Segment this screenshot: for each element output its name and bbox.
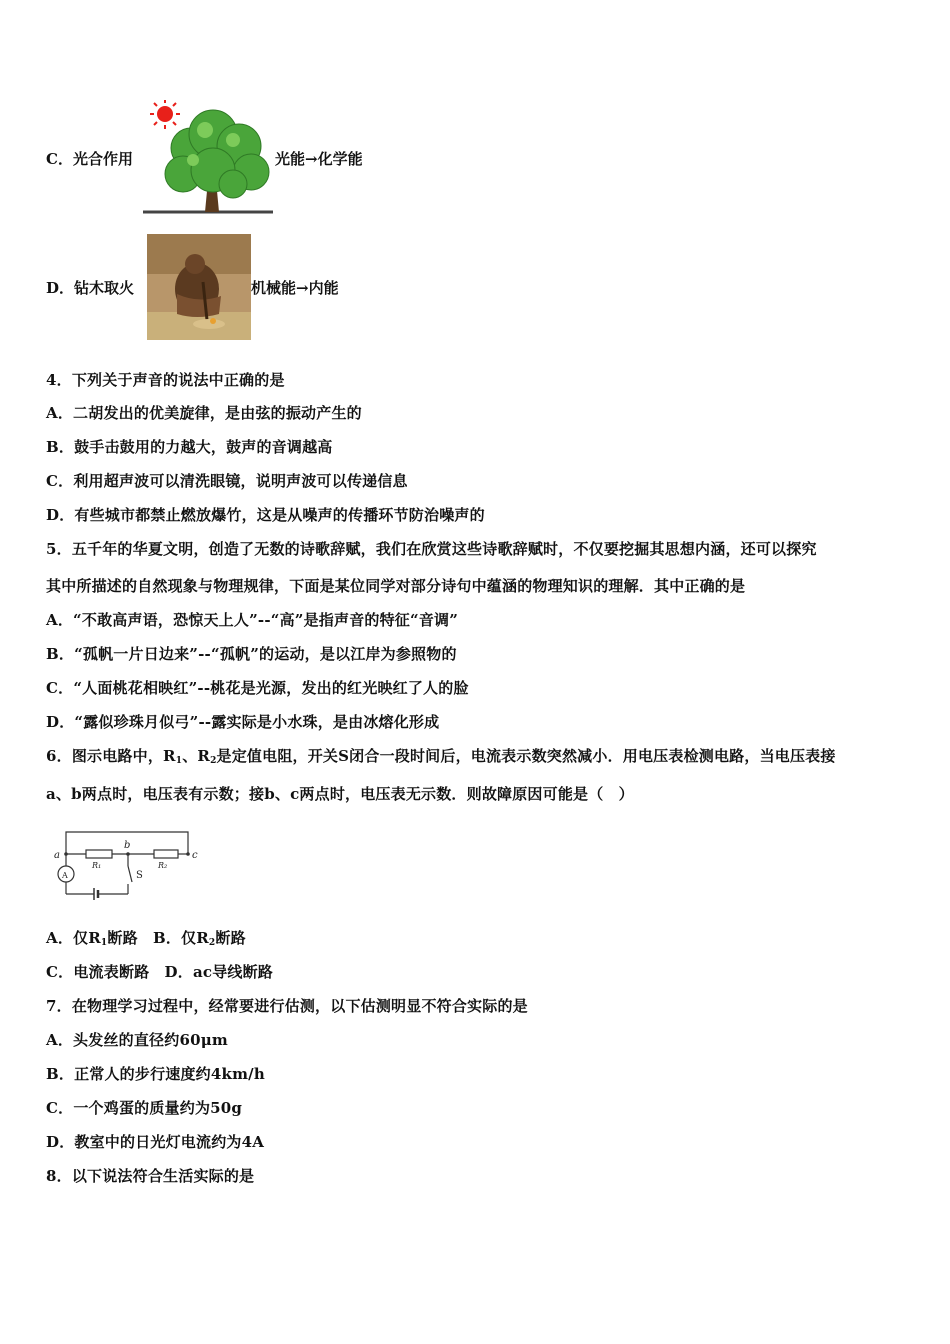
q7-option-a: A．头发丝的直径约60μm	[46, 1031, 228, 1049]
circuit-label-s: S	[136, 870, 143, 881]
q8-stem: 8．以下说法符合生活实际的是	[46, 1167, 255, 1185]
photosynthesis-tree-image	[143, 100, 275, 216]
circuit-label-c: c	[192, 850, 198, 861]
q4-option-c: C．利用超声波可以清洗眼镜，说明声波可以传递信息	[46, 472, 408, 490]
q6-stem-line2: a、b两点时，电压表有示数；接b、c两点时，电压表无示数．则故障原因可能是（ ）	[46, 785, 634, 803]
q5-stem-line1: 5．五千年的华夏文明，创造了无数的诗歌辞赋，我们在欣赏这些诗歌辞赋时，不仅要挖掘其思想内涵，还可以探究	[46, 540, 817, 558]
circuit-label-r1: R₁	[92, 861, 102, 870]
circuit-label-a: a	[54, 850, 60, 861]
q3-option-d	[46, 234, 339, 340]
circuit-label-b: b	[124, 840, 131, 851]
q3-option-c	[46, 98, 363, 218]
circuit-label-r2: R₂	[158, 861, 168, 870]
q3-option-c-energy: 光能→化学能	[275, 149, 363, 168]
sun-icon	[150, 100, 180, 129]
q6-options-ab: A．仅$R_1$断路 B．仅$R_2$断路	[46, 929, 246, 948]
q5-option-a: A．“不敢高声语，恐惊天上人”--“高”是指声音的特征“音调”	[46, 611, 459, 629]
q6-circuit-diagram	[50, 826, 206, 902]
resistor-r1	[86, 850, 112, 858]
q4-option-d: D．有些城市都禁止燃放爆竹，这是从噪声的传播环节防治噪声的	[46, 506, 485, 524]
q4-option-b: B．鼓手击鼓用的力越大，鼓声的音调越高	[46, 438, 333, 456]
q5-option-d: D．“露似珍珠月似弓”--露实际是小水珠，是由冰熔化形成	[46, 713, 440, 731]
q4-option-a: A．二胡发出的优美旋律，是由弦的振动产生的	[46, 404, 362, 422]
drilling-wood-fire-image	[147, 234, 251, 340]
q5-option-b: B．“孤帆一片日边来”--“孤帆”的运动，是以江岸为参照物的	[46, 645, 457, 663]
q7-option-c: C．一个鸡蛋的质量约为50g	[46, 1099, 243, 1117]
q4-stem: 4．下列关于声音的说法中正确的是	[46, 371, 285, 389]
q5-option-c: C．“人面桃花相映红”--桃花是光源，发出的红光映红了人的脸	[46, 679, 469, 697]
q5-stem-line2: 其中所描述的自然现象与物理规律，下面是某位同学对部分诗句中蕴涵的物理知识的理解．其中正确的是	[46, 577, 746, 595]
q3-option-d-label: D．钻木取火	[46, 278, 135, 297]
q7-option-d: D．教室中的日光灯电流约为4A	[46, 1133, 265, 1151]
q6-stem-line1: 6．图示电路中，$R_1$、$R_2$是定值电阻，开关S闭合一段时间后，电流表示数突然减小．用电压表检测电路，当电压表接	[46, 747, 836, 766]
circuit-label-ammeter: A	[62, 871, 68, 880]
q7-stem: 7．在物理学习过程中，经常要进行估测，以下估测明显不符合实际的是	[46, 997, 528, 1015]
q7-option-b: B．正常人的步行速度约4km/h	[46, 1065, 265, 1083]
q6-options-cd: C．电流表断路 D．ac导线断路	[46, 963, 274, 981]
q3-option-c-label: C．光合作用	[46, 149, 133, 168]
resistor-r2	[154, 850, 178, 858]
q3-option-d-energy: 机械能→内能	[251, 278, 339, 297]
